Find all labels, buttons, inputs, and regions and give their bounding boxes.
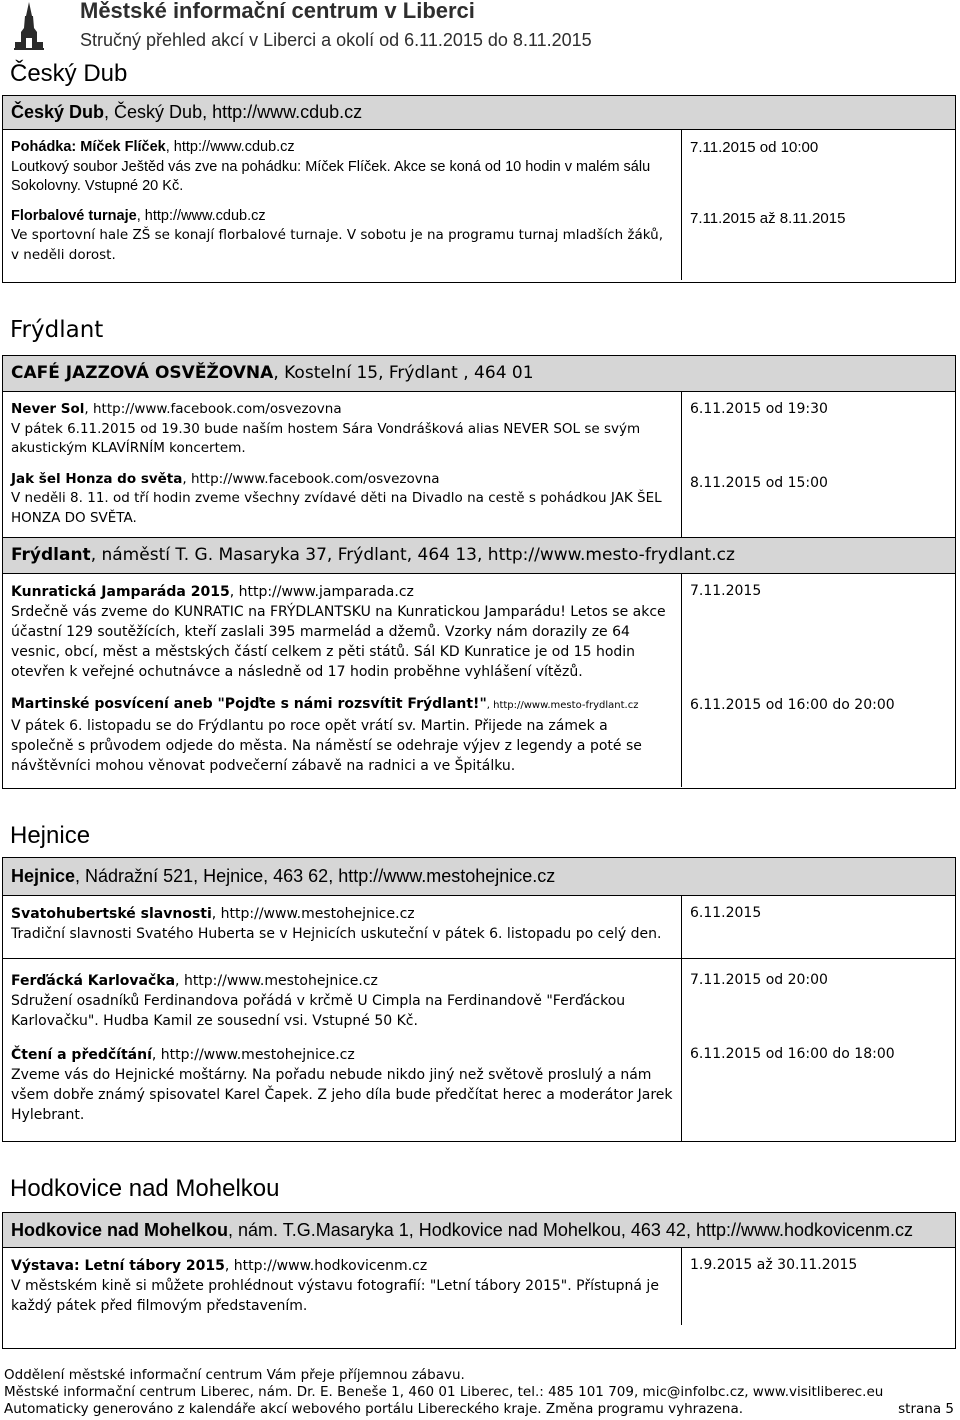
event-description: V pátek 6. listopadu se do Frýdlantu po roce opět vrátí sv. Martin. Přijede na zámek a společně s průvodem odjede do města. Na náměstí se odehraje výjev z legendy a poté se návštěvníci mohou věnovat podvečerní zábavě na radnici a ve Špitálku.	[11, 718, 642, 774]
venue-details: , Kostelní 15, Frýdlant , 464 01	[273, 363, 534, 383]
header-subtitle: Stručný přehled akcí v Liberci a okolí od 6.11.2015 do 8.11.2015	[80, 30, 592, 50]
event-url: , http://www.mestohejnice.cz	[151, 1047, 355, 1063]
event-item	[11, 971, 673, 1031]
event-item	[11, 400, 673, 459]
event-url: , http://www.hodkovicenm.cz	[224, 1258, 428, 1274]
event-description: Tradiční slavnosti Svatého Huberta se v Hejnicích uskuteční v pátek 6. listopadu po celý den.	[11, 926, 662, 942]
liberec-town-hall-logo-icon	[12, 2, 46, 50]
event-date: 1.9.2015 až 30.11.2015	[690, 1257, 858, 1273]
venue-box-cesky-dub	[2, 95, 956, 283]
event-description: Loutkový soubor Ještěd vás zve na pohádku: Míček Flíček. Akce se koná od 10 hodin v malém sálu Sokolovny. Vstupné 20 Kč.	[11, 158, 651, 194]
event-url: , http://www.cdub.cz	[136, 207, 266, 224]
event-description: Srdečně vás zveme do KUNRATIC na FRÝDLANTSKU na Kunratickou Jamparádu! Letos se akce účastní 129 soutěžících, kteří zaslali 395 marmelád a džemů. Vzorky nám dorazily ze 64 vesnic, obcí, měst a městských částí celkem z pěti států. Sál KD Kunratice je od 15 hodin otevřen k veřejné ochutnávce a následně od 17 hodin proběhne vyhlášení vítězů.	[11, 604, 666, 680]
event-date: 8.11.2015 od 15:00	[690, 474, 828, 491]
event-item	[11, 1256, 673, 1316]
event-name: Martinské posvícení aneb "Pojďte s námi rozsvítit Frýdlant!"	[11, 696, 487, 712]
event-item	[11, 138, 673, 197]
venue-details: , nám. T.G.Masaryka 1, Hodkovice nad Mohelkou, 463 42, http://www.hodkovicenm.cz	[228, 1220, 914, 1240]
event-name: Pohádka: Míček Flíček	[11, 139, 166, 155]
event-item	[11, 1045, 673, 1125]
event-date: 6.11.2015 od 19:30	[690, 401, 828, 417]
venue-name: Hodkovice nad Mohelkou	[11, 1220, 229, 1240]
event-date: 7.11.2015 od 20:00	[690, 972, 828, 988]
venue-name: Český Dub	[11, 102, 105, 122]
event-item	[11, 694, 673, 776]
venue-header	[3, 537, 955, 574]
venue-box-frydlant	[2, 355, 956, 789]
event-item	[11, 470, 673, 529]
footer-line: Automaticky generováno z kalendáře akcí webového portálu Libereckého kraje. Změna programu vyhrazena.	[4, 1401, 744, 1417]
venue-box-hejnice	[2, 857, 956, 1142]
event-description: V městském kině si můžete prohlédnout výstavu fotografií: "Letní tábory 2015". Přístupná je každý pátek před filmovým představením.	[11, 1278, 659, 1314]
footer-line: Městské informační centrum Liberec, nám. Dr. E. Beneše 1, 460 01 Liberec, tel.: 485 101 709, mic@infolbc.cz, www.visitliberec.eu	[4, 1384, 884, 1400]
event-item	[11, 207, 673, 266]
event-date: 6.11.2015 od 16:00 do 18:00	[690, 1045, 895, 1062]
section-title-hodkovice: Hodkovice nad Mohelkou	[10, 1175, 280, 1202]
venue-box-hodkovice	[2, 1212, 956, 1349]
event-name: Čtení a předčítání	[11, 1047, 152, 1063]
header-title: Městské informační centrum v Liberci	[80, 0, 475, 23]
event-url: , http://www.jamparada.cz	[229, 584, 414, 600]
venue-header	[3, 356, 955, 392]
event-description: V pátek 6.11.2015 od 19.30 bude naším hostem Sára Vondrášková alias NEVER SOL se svým akustickým KLAVÍRNÍM koncertem.	[11, 420, 641, 456]
event-date: 7.11.2015 až 8.11.2015	[690, 209, 846, 227]
venue-details: , náměstí T. G. Masaryka 37, Frýdlant, 464 13, http://www.mesto-frydlant.cz	[90, 545, 735, 565]
event-url: , http://www.cdub.cz	[165, 139, 295, 155]
footer-line: Oddělení městské informační centrum Vám přeje příjemnou zábavu.	[4, 1367, 465, 1383]
venue-name: Frýdlant	[11, 545, 91, 565]
event-url: , http://www.mestohejnice.cz	[211, 906, 415, 922]
section-title-frydlant: Frýdlant	[10, 317, 104, 343]
section-title-cesky-dub: Český Dub	[10, 60, 128, 87]
venue-header	[3, 858, 955, 896]
event-url: , http://www.mesto-frydlant.cz	[486, 700, 639, 711]
event-name: Výstava: Letní tábory 2015	[11, 1258, 225, 1274]
event-name: Jak šel Honza do světa	[11, 470, 183, 487]
page-header	[0, 0, 960, 56]
venue-details: , Nádražní 521, Hejnice, 463 62, http://www.mestohejnice.cz	[75, 866, 556, 886]
venue-header	[3, 1213, 955, 1248]
event-date: 6.11.2015 od 16:00 do 20:00	[690, 696, 895, 713]
event-url: , http://www.facebook.com/osvezovna	[84, 401, 342, 417]
page-footer	[4, 1367, 954, 1418]
event-url: , http://www.mestohejnice.cz	[175, 973, 378, 989]
venue-name: CAFÉ JAZZOVÁ OSVĚŽOVNA	[11, 363, 274, 383]
event-date: 7.11.2015	[690, 583, 762, 599]
event-description: Sdružení osadníků Ferdinandova pořádá v krčmě U Cimpla na Ferdinandově "Ferďáckou Karlovačku". Hudba Kamil ze sousední vsi. Vstupné 50 Kč.	[11, 993, 626, 1029]
venue-details: , Český Dub, http://www.cdub.cz	[104, 102, 363, 122]
event-description: Ve sportovní hale ZŠ se konají florbalové turnaje. V sobotu je na programu turnaj mladších žáků, v neděli dorost.	[11, 227, 664, 263]
section-title-hejnice: Hejnice	[10, 822, 91, 849]
event-description: Zveme vás do Hejnické moštárny. Na pořadu nebude nikdo jiný než světově proslulý a nám všem dobře známý spisovatel Karel Čapek. Z jeho díla bude předčítat herec a moderátor Jarek Hylebrant.	[11, 1067, 673, 1123]
event-name: Never Sol	[11, 401, 85, 417]
event-name: Ferďácká Karlovačka	[11, 973, 176, 989]
event-date: 6.11.2015	[690, 905, 762, 921]
event-date: 7.11.2015 od 10:00	[690, 139, 819, 156]
event-item	[11, 582, 673, 682]
event-url: , http://www.facebook.com/osvezovna	[182, 470, 440, 487]
venue-header	[3, 96, 955, 130]
venue-name: Hejnice	[11, 866, 76, 886]
event-description: V neděli 8. 11. od tří hodin zveme všechny zvídavé děti na Divadlo na cestě s pohádkou JAK ŠEL HONZA DO SVĚTA.	[11, 490, 662, 526]
event-name: Svatohubertské slavnosti	[11, 906, 212, 922]
event-name: Florbalové turnaje	[11, 207, 137, 224]
event-name: Kunratická Jamparáda 2015	[11, 584, 230, 600]
event-item	[11, 904, 673, 944]
page-number: strana 5	[898, 1401, 954, 1417]
